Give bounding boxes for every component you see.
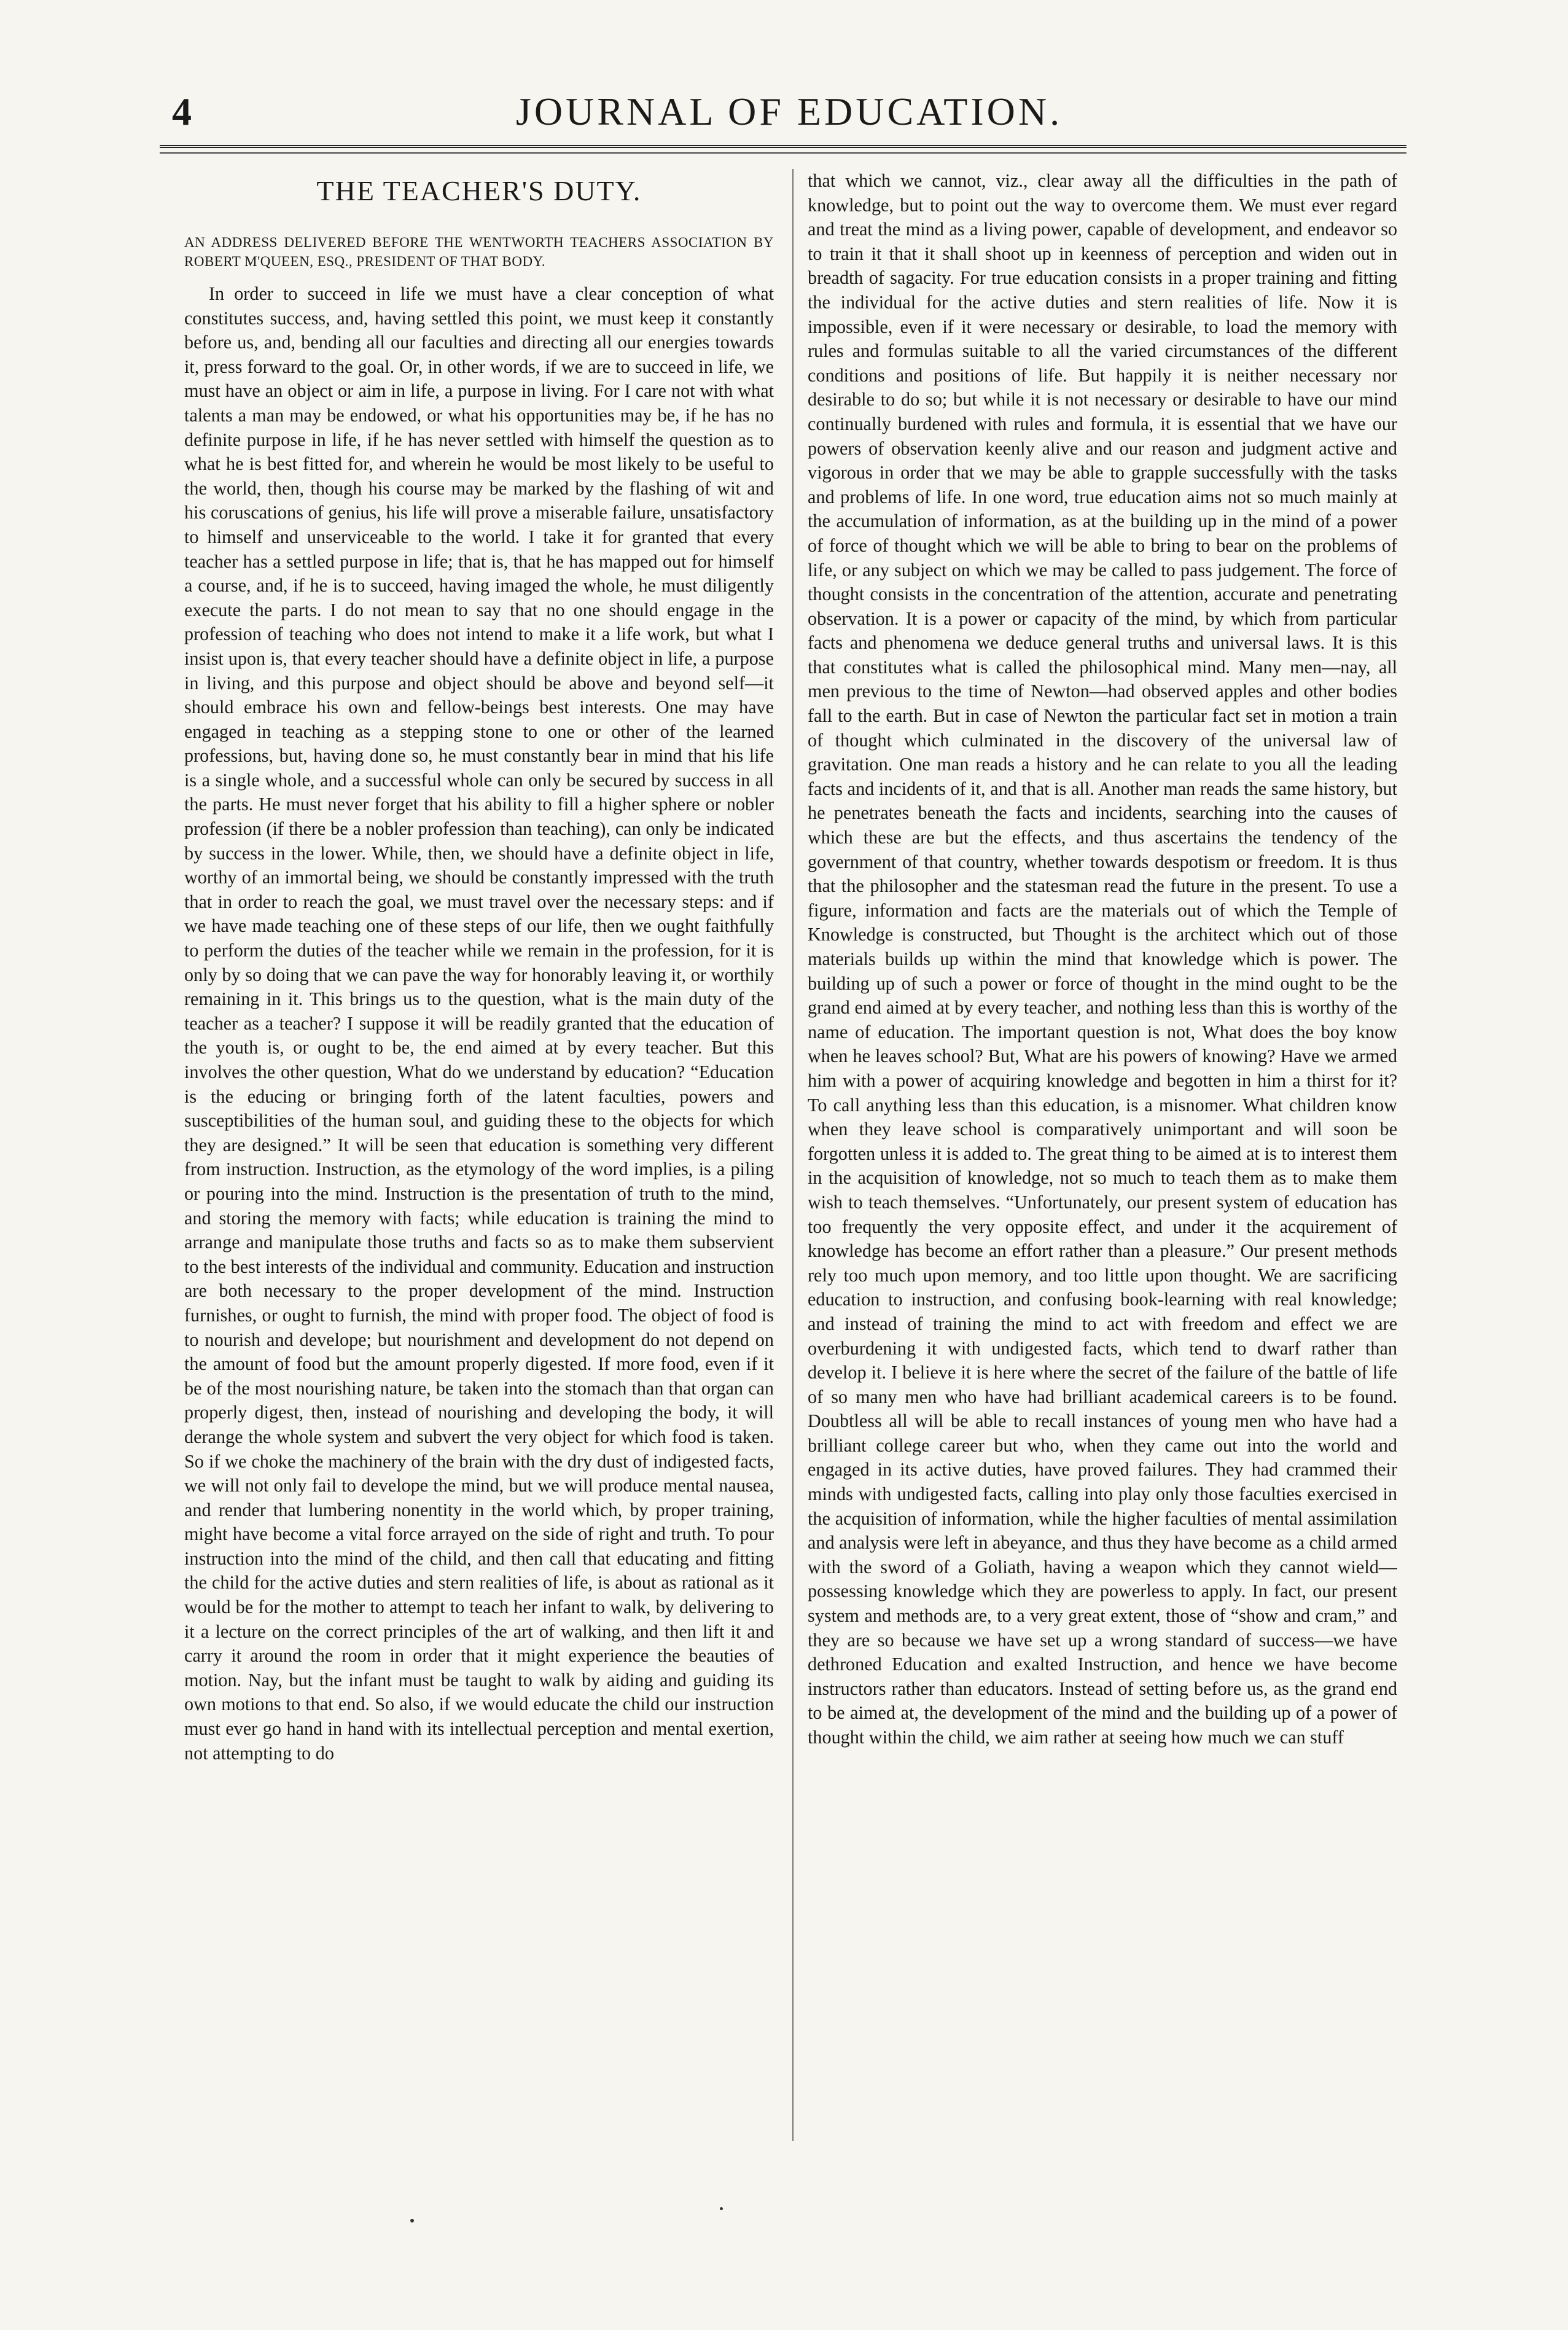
article-title: THE TEACHER'S DUTY.	[316, 175, 642, 206]
print-speck	[410, 2219, 414, 2222]
header-rule-thin	[160, 152, 1406, 154]
header-rule	[160, 145, 1406, 148]
right-column	[808, 169, 1397, 2141]
article-byline: AN ADDRESS DELIVERED BEFORE THE WENTWORTH TEACHERS ASSOCIATION BY ROBERT M'QUEEN, ESQ., PRESIDENT OF THAT BODY.	[184, 235, 774, 269]
running-title: JOURNAL OF EDUCATION.	[515, 90, 1063, 133]
page-header	[154, 86, 1425, 135]
page-number: 4	[172, 90, 192, 133]
print-speck	[720, 2207, 723, 2210]
article-body-right: that which we cannot, viz., clear away all the difficulties in the path of knowledge, but to point out the way to overcome them. We must ever regard and treat the mind as a living power, capable of development, and endeavor so to train it that it shall shoot up in keenness of perception and widen out in breadth of sagacity. For true education consists in a proper training and fitting the individual for the active duties and stern realities of life. Now it is impossible, even if it were necessary or desirable, to load the memory with rules and formulas suitable to all the varied circumstances of the different conditions and positions of life. But happily it is neither necessary nor desirable to do so; but while it is not necessary or desirable to have our mind continually burdened with rules and formula, it is essential that we have our powers of observation keenly alive and our reason and judgment active and vigorous in order that we may be able to grapple successfully with the tasks and problems of life. In one word, true education aims not so much mainly at the accumulation of information, as at the building up in the mind of a power of force of thought which we will be able to bring to bear on the problems of life, or any subject on which we may be called to pass judgement. The force of thought consists in the concentration of the attention, accurate and penetrating observation. It is a power or capacity of the mind, by which from particular facts and phenomena we deduce general truths and universal laws. It is this that constitutes what is called the philosophical mind. Many men—nay, all men previous to the time of Newton—had observed apples and other bodies fall to the earth. But in case of Newton the particular fact set in motion a train of thought which culminated in the discovery of the universal law of gravitation. One man reads a history and he can relate to you all the leading facts and incidents of it, and that is all. Another man reads the same history, but he penetrates beneath the facts and incidents, searching into the causes of which these are but the effects, and thus ascertains the tendency of the government of that country, whether towards despotism or freedom. It is thus that the philosopher and the statesman read the future in the present. To use a figure, information and facts are the materials out of which the Temple of Knowledge is constructed, but Thought is the architect which out of those materials builds up within the mind that knowledge which is power. The building up of such a power or force of thought in the mind ought to be the grand end aimed at by every teacher, and nothing less than this is worthy of the name of education. The important question is not, What does the boy know when he leaves school? But, What are his powers of knowing? Have we armed him with a power of acquiring knowledge and begotten in him a thirst for it? To call anything less than this education, is a misnomer. What children know when they leave school is comparatively unimportant and will soon be forgotten unless it is added to. The great thing to be aimed at is to interest them in the acquisition of knowledge, not so much to teach them as to make them wish to teach themselves. “Unfortunately, our present system of education has too frequently the very opposite effect, and under it the acquirement of knowledge has become an effort rather than a pleasure.” Our present methods rely too much upon memory, and too little upon thought. We are sacrificing education to instruction, and confusing book-learning with real knowledge; and instead of training the mind to act with freedom and effect we are overburdening it with undigested facts, which tend to dwarf rather than develop it. I believe it is here where the secret of the failure of the battle of life of so many men who have had brilliant academical careers is to be found. Doubtless all will be able to recall instances of young men who have had a brilliant college career but who, when they came out into the world and engaged in its active duties, have proved failures. They had crammed their minds with undigested facts, calling into play only those faculties exercised in the acquisition of information, while the higher faculties of mental assimilation and analysis were left in abeyance, and thus they have become as a child armed with the sword of a Goliath, having a weapon which they cannot wield—possessing knowledge which they are powerless to apply. In fact, our present system and methods are, to a very great extent, those of “show and cram,” and they are so because we have set up a wrong standard of success—we have dethroned Education and exalted Instruction, and hence we have become instructors rather than educators. Instead of setting before us, as the grand end to be aimed at, the development of the mind and the building up of a power of thought within the child, we aim rather at seeing how much we can stuff	[808, 170, 1397, 1748]
left-column	[184, 169, 774, 2141]
column-divider	[792, 169, 794, 2141]
article-body-left: In order to succeed in life we must have a clear conception of what constitutes success, and, having settled this point, we must keep it constantly before us, and, bending all our faculties and directing all our energies towards it, press forward to the goal. Or, in other words, if we are to succeed in life, we must have an object or aim in life, a purpose in living. For I care not with what talents a man may be endowed, or what his opportunities may be, if he has no definite purpose in life, if he has never settled with himself the question as to what he is best fitted for, and wherein he would be most likely to be useful to the world, then, though his course may be marked by the flashing of wit and his coruscations of genius, his life will prove a miserable failure, unsatisfactory to himself and unserviceable to the world. I take it for granted that every teacher has a settled purpose in life; that is, that he has mapped out for himself a course, and, if he is to succeed, having imaged the whole, he must diligently execute the parts. I do not mean to say that no one should engage in the profession of teaching who does not intend to make it a life work, but what I insist upon is, that every teacher should have a definite object in life, a purpose in living, and this purpose and object should be above and beyond self—it should embrace his own and fellow-beings best interests. One may have engaged in teaching as a stepping stone to one or other of the learned professions, but, having done so, he must constantly bear in mind that his life is a single whole, and a successful whole can only be secured by success in all the parts. He must never forget that his ability to fill a higher sphere or nobler profession (if there be a nobler profession than teaching), can only be indicated by success in the lower. While, then, we should have a definite object in life, worthy of an immortal being, we should be constantly impressed with the truth that in order to reach the goal, we must travel over the necessary steps: and if we have made teaching one of these steps of our life, then we ought faithfully to perform the duties of the teacher while we remain in the profession, for it is only by so doing that we can pave the way for honorably leaving it, or worthily remaining in it. This brings us to the question, what is the main duty of the teacher as a teacher? I suppose it will be readily granted that the education of the youth is, or ought to be, the end aimed at by every teacher. But this involves the other question, What do we understand by education? “Education is the educing or bringing forth of the latent faculties, powers and susceptibilities of the human soul, and guiding these to the objects for which they are designed.” It will be seen that education is something very different from instruction. Instruction, as the etymology of the word implies, is a piling or pouring into the mind. Instruction is the presentation of truth to the mind, and storing the memory with facts; while education is training the mind to arrange and manipulate those truths and facts so as to make them subservient to the best interests of the individual and community. Education and instruction are both necessary to the proper development of the mind. Instruction furnishes, or ought to furnish, the mind with proper food. The object of food is to nourish and develope; but nourishment and development do not depend on the amount of food but the amount properly digested. If more food, even if it be of the most nourishing nature, be taken into the stomach than that organ can properly digest, then, instead of nourishing and developing the body, it will derange the whole system and subvert the very object for which food is taken. So if we choke the machinery of the brain with the dry dust of indigested facts, we will not only fail to develope the mind, but we will produce mental nausea, and render that lumbering nonentity in the world which, by proper training, might have become a vital force arrayed on the side of right and truth. To pour instruction into the mind of the child, and then call that educating and fitting the child for the active duties and stern realities of life, is about as rational as it would be for the mother to attempt to teach her infant to walk, by delivering to it a lecture on the correct principles of the art of walking, and then lift it and carry it around the room in order that it might experience the beauties of motion. Nay, but the infant must be taught to walk by aiding and guiding its own motions to that end. So also, if we would educate the child our instruction must ever go hand in hand with its intellectual perception and mental exertion, not attempting to do	[184, 283, 774, 1764]
